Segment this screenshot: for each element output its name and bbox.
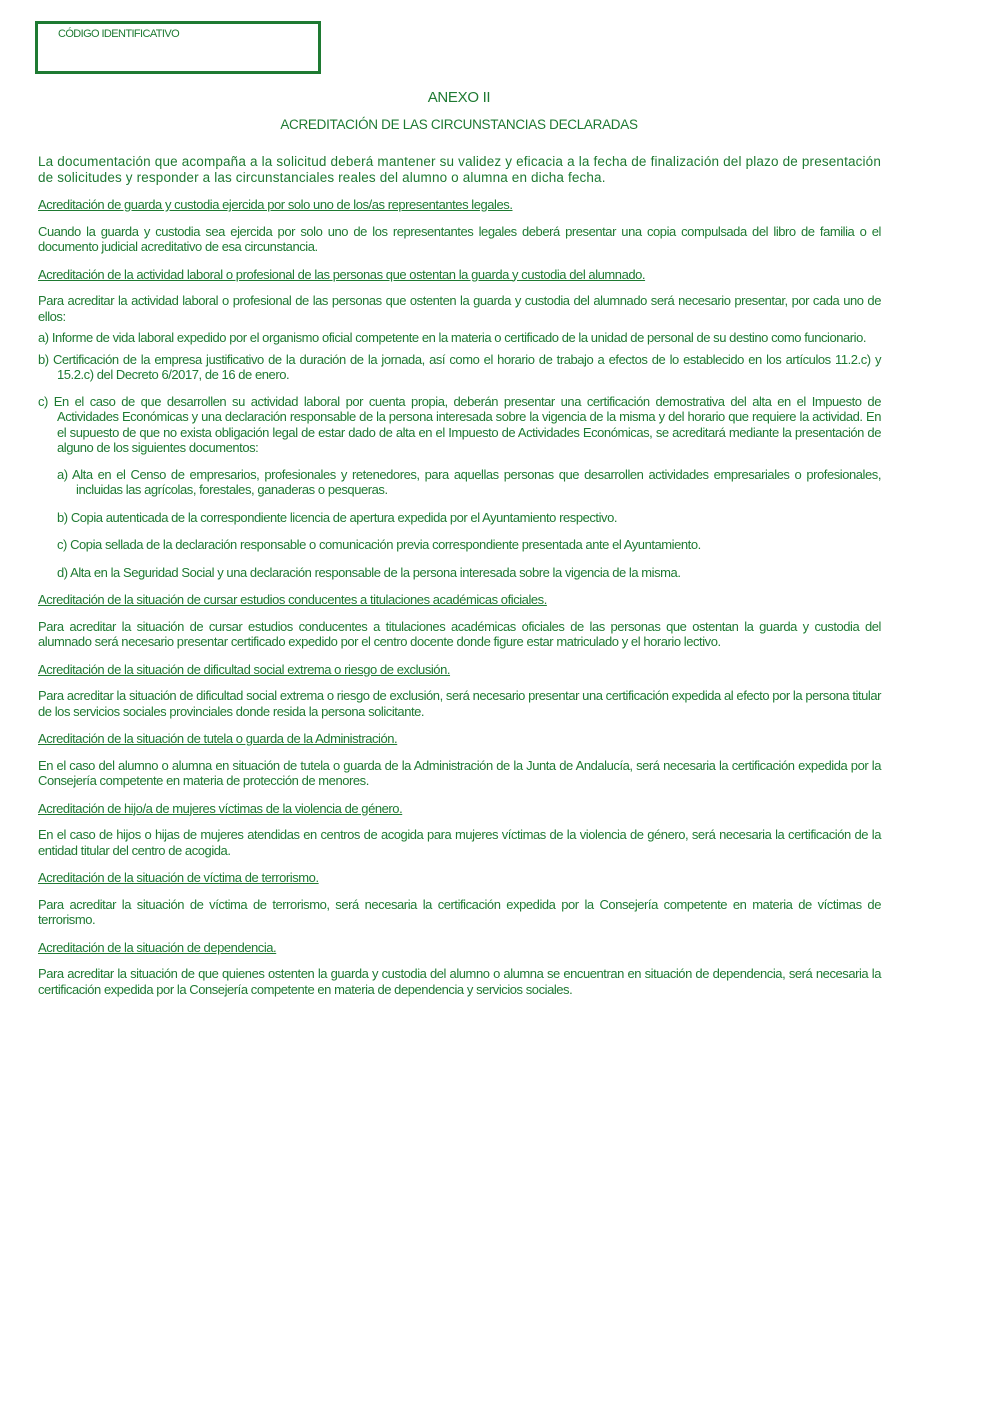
- section-heading-laboral: Acreditación de la actividad laboral o profesional de las personas que ostentan la guarda y custodia del alumnado.: [38, 266, 646, 282]
- laboral-item-b: b) Certificación de la empresa justificativo de la duración de la jornada, así como el horario de trabajo a efectos de lo establecido en los artículos 11.2.c) y 15.2.c) del Decreto 6/2017, de 16 de enero.: [38, 351, 881, 382]
- identification-code-box: [35, 21, 321, 74]
- intro-paragraph: La documentación que acompaña a la solicitud deberá mantener su validez y eficacia a la fecha de finalización del plazo de presentación de solicitudes y responder a las circunstanciales reales del alumno o alumna en dicha fecha.: [38, 154, 881, 185]
- laboral-subitem-c: c) Copia sellada de la declaración responsable o comunicación previa correspondiente presentada ante el Ayuntamiento.: [57, 537, 701, 552]
- laboral-subitem-d: d) Alta en la Seguridad Social y una declaración responsable de la persona interesada sobre la vigencia de la misma.: [57, 564, 681, 580]
- identification-code-label: CÓDIGO IDENTIFICATIVO: [58, 28, 180, 40]
- section-heading-dificultad: Acreditación de la situación de dificultad social extrema o riesgo de exclusión.: [38, 661, 451, 677]
- section-heading-dependencia: Acreditación de la situación de dependencia.: [38, 939, 277, 955]
- section-body-guarda: Cuando la guarda y custodia sea ejercida por solo uno de los representantes legales deberá presentar una copia compulsada del libro de familia o el documento judicial acreditativo de esa circunstancia.: [38, 223, 881, 254]
- laboral-item-a: a) Informe de vida laboral expedido por el organismo oficial competente en la materia o certificado de la unidad de personal de su destino como funcionario.: [38, 330, 867, 345]
- section-body-violencia: En el caso de hijos o hijas de mujeres atendidas en centros de acogida para mujeres víctimas de la violencia de género, será necesaria la certificación de la entidad titular del centro de acogida.: [38, 827, 881, 858]
- section-body-terrorismo: Para acreditar la situación de víctima de terrorismo, será necesaria la certificación expedida por la Consejería competente en materia de víctimas de terrorismo.: [38, 896, 881, 927]
- section-body-estudios: Para acreditar la situación de cursar estudios conducentes a titulaciones académicas oficiales de las personas que ostentan la guarda y custodia del alumnado será necesario presentar certificado expedido por el centro docente donde figure estar matriculado y el horario lectivo.: [38, 618, 881, 649]
- section-body-dificultad: Para acreditar la situación de dificultad social extrema o riesgo de exclusión, será necesario presentar una certificación expedida al efecto por la persona titular de los servicios sociales provinciales donde resida la persona solicitante.: [38, 688, 881, 719]
- document-title: ACREDITACIÓN DE LAS CIRCUNSTANCIAS DECLARADAS: [280, 117, 638, 132]
- section-body-laboral: Para acreditar la actividad laboral o profesional de las personas que ostenten la guarda y custodia del alumnado será necesario presentar, por cada uno de ellos:: [38, 293, 881, 324]
- section-body-tutela: En el caso del alumno o alumna en situación de tutela o guarda de la Administración de la Junta de Andalucía, será necesaria la certificación expedida por la Consejería competente en materia de protección de menores.: [38, 757, 881, 788]
- laboral-item-c: c) En el caso de que desarrollen su actividad laboral por cuenta propia, deberán presentar una certificación demostrativa del alta en el Impuesto de Actividades Económicas y una declaración responsable de la persona interesada sobre la vigencia de la misma y del horario que requiere la actividad. En el supuesto de que no exista obligación legal de estar dado de alta en el Impuesto de Actividades Económicas, se acreditará mediante la presentación de alguno de los siguientes documentos:: [38, 393, 881, 455]
- section-heading-terrorismo: Acreditación de la situación de víctima de terrorismo.: [38, 870, 319, 885]
- section-heading-tutela: Acreditación de la situación de tutela o guarda de la Administración.: [38, 731, 398, 746]
- laboral-subitem-b: b) Copia autenticada de la correspondiente licencia de apertura expedida por el Ayuntamiento respectivo.: [57, 509, 618, 525]
- section-heading-estudios: Acreditación de la situación de cursar estudios conducentes a titulaciones académicas oficiales.: [38, 592, 547, 607]
- section-heading-violencia: Acreditación de hijo/a de mujeres víctimas de la violencia de género.: [38, 800, 403, 816]
- section-body-dependencia: Para acreditar la situación de que quienes ostenten la guarda y custodia del alumno o alumna se encuentran en situación de dependencia, será necesaria la certificación expedida por la Consejería competente en materia de dependencia y servicios sociales.: [38, 966, 881, 997]
- section-heading-guarda: Acreditación de guarda y custodia ejercida por solo uno de los/as representantes legales.: [38, 197, 513, 212]
- document-body: [38, 154, 881, 1009]
- annex-title: ANEXO II: [427, 89, 491, 106]
- laboral-subitem-a: a) Alta en el Censo de empresarios, profesionales y retenedores, para aquellas personas que desarrollen actividades empresariales o profesionales, incluidas las agrícolas, forestales, ganaderas o pesqueras.: [57, 466, 881, 497]
